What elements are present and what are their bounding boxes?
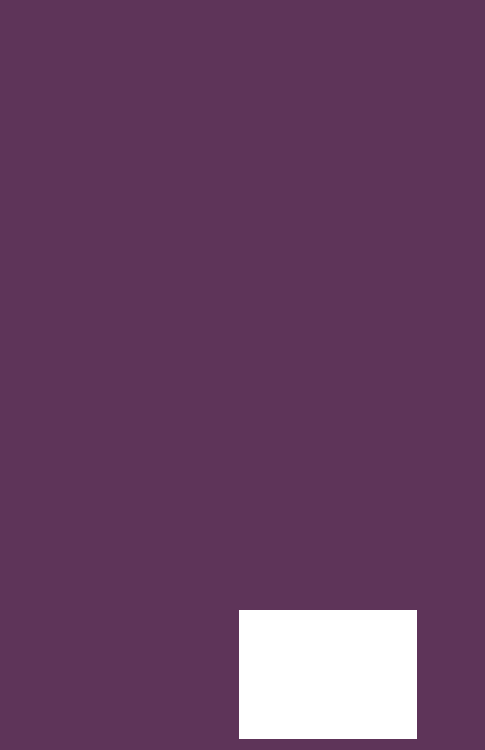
top-stripe-pattern [0,0,485,140]
back-cover-blurb [37,199,452,208]
barcode-label [239,610,417,739]
barcode-image [245,628,413,722]
